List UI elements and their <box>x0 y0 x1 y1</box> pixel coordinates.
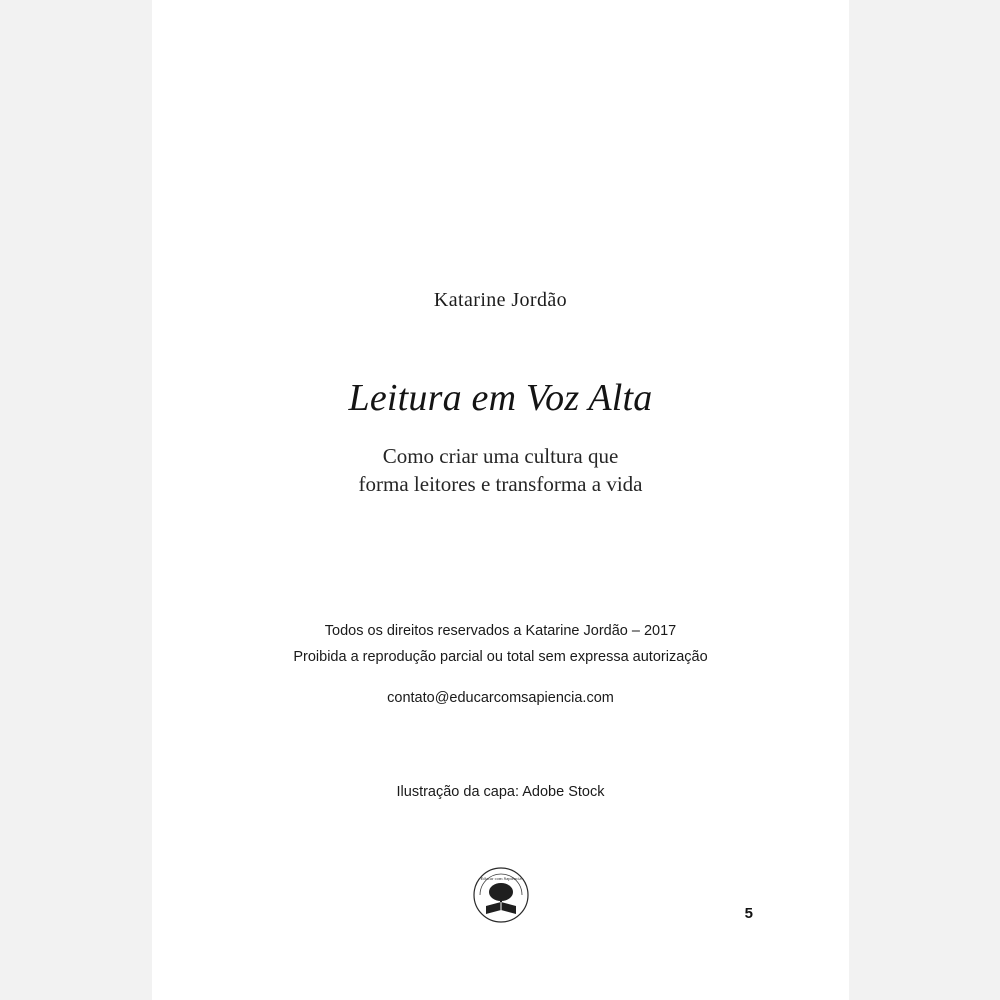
book-author: Katarine Jordão <box>433 289 568 311</box>
book-subtitle <box>152 442 849 498</box>
svg-text:Educar com Sapiência: Educar com Sapiência <box>479 876 522 881</box>
copyright-line-1: Todos os direitos reservados a Katarine Jordão – 2017 <box>324 623 677 639</box>
book-subtitle-line-2: forma leitores e transforma a vida <box>358 472 643 496</box>
contact-email: contato@educarcomsapiencia.com <box>387 690 614 706</box>
book-title: Leitura em Voz Alta <box>348 377 653 419</box>
book-subtitle-line-1: Como criar uma cultura que <box>382 444 619 468</box>
copyright-line-2: Proibida a reprodução parcial ou total sem expressa autorização <box>293 649 708 665</box>
document-page <box>152 0 849 1000</box>
copyright-notice <box>152 618 849 670</box>
page-number: 5 <box>744 905 753 922</box>
publisher-logo-icon <box>472 866 530 924</box>
cover-illustration-credit: Ilustração da capa: Adobe Stock <box>396 784 605 800</box>
